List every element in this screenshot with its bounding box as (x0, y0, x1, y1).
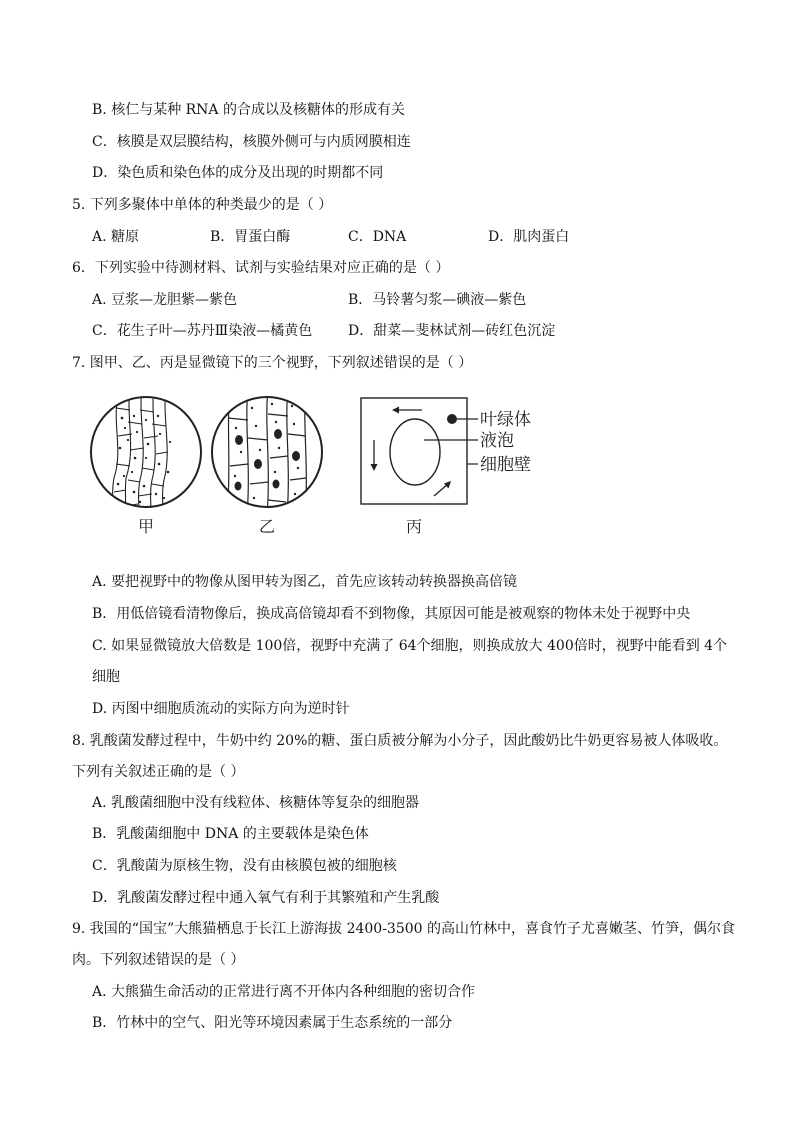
q5-option-b: B．胃蛋白酶 (210, 229, 291, 245)
q5-stem: 5. 下列多聚体中单体的种类最少的是（ ） (72, 197, 333, 213)
field-jia (91, 388, 201, 528)
caption-bing: 丙 (405, 517, 423, 536)
q5-option-a: A. 糖原 (92, 229, 140, 245)
q9-option-a: A. 大熊猫生命活动的正常进行离不开体内各种细胞的密切合作 (92, 984, 476, 1000)
callout-vacuole: 液泡 (480, 431, 514, 451)
q6-option-a: A. 豆浆—龙胆紫—紫色 (92, 292, 238, 308)
microscope-fields-figure (80, 388, 550, 540)
q4-option-b: B. 核仁与某种 RNA 的合成以及核糖体的形成有关 (92, 102, 405, 118)
q9-option-b: B．竹林中的空气、阳光等环境因素属于生态系统的一部分 (92, 1015, 453, 1031)
q5-option-c: C．DNA (348, 229, 407, 245)
q5-option-d: D．肌肉蛋白 (488, 229, 570, 245)
q6-stem: 6．下列实验中待测材料、试剂与实验结果对应正确的是（ ） (72, 260, 450, 276)
field-bing (361, 398, 531, 504)
callout-chloroplast: 叶绿体 (480, 410, 531, 430)
q8-stem-line1: 8. 乳酸菌发酵过程中，牛奶中约 20%的糖、蛋白质被分解为小分子，因此酸奶比牛奶更容易被人体吸收。 (72, 733, 728, 749)
q9-stem-line1: 9. 我国的“国宝”大熊猫栖息于长江上游海拔 2400-3500 的高山竹林中，喜食竹子尤喜嫩茎、竹笋，偶尔食 (72, 921, 736, 937)
q7-option-c-cont: 细胞 (92, 669, 120, 685)
q7-option-c: C. 如果显微镜放大倍数是 100倍，视野中充满了 64个细胞，则换成放大 400倍时，视野中能看到 4个 (92, 638, 728, 654)
q7-option-a: A. 要把视野中的物像从图甲转为图乙，首先应该转动转换器换高倍镜 (92, 574, 518, 590)
q6-option-d: D．甜菜—斐林试剂—砖红色沉淀 (348, 323, 556, 339)
caption-jia: 甲 (137, 517, 155, 536)
q4-option-d: D．染色质和染色体的成分及出现的时期都不同 (92, 165, 384, 181)
q8-option-b: B．乳酸菌细胞中 DNA 的主要载体是染色体 (92, 826, 369, 842)
q7-stem: 7. 图甲、乙、丙是显微镜下的三个视野，下列叙述错误的是（ ） (72, 355, 473, 371)
q6-option-c: C．花生子叶—苏丹Ⅲ染液—橘黄色 (92, 323, 313, 339)
field-yi (212, 388, 322, 528)
q8-stem-line2: 下列有关叙述正确的是（ ） (72, 764, 245, 780)
callout-cell-wall: 细胞壁 (480, 455, 531, 475)
q7-option-d: D. 丙图中细胞质流动的实际方向为逆时针 (92, 701, 350, 717)
caption-yi: 乙 (258, 517, 276, 536)
q9-stem-line2: 肉。下列叙述错误的是（ ） (72, 952, 245, 968)
q6-option-b: B．马铃薯匀浆—碘液—紫色 (348, 292, 527, 308)
q7-option-b: B．用低倍镜看清物像后，换成高倍镜却看不到物像，其原因可能是被观察的物体未处于视野中央 (92, 606, 691, 622)
q4-option-c: C．核膜是双层膜结构，核膜外侧可与内质网膜相连 (92, 134, 411, 150)
q8-option-a: A. 乳酸菌细胞中没有线粒体、核糖体等复杂的细胞器 (92, 795, 420, 811)
q8-option-c: C．乳酸菌为原核生物，没有由核膜包被的细胞核 (92, 858, 397, 874)
q8-option-d: D．乳酸菌发酵过程中通入氧气有利于其繁殖和产生乳酸 (92, 890, 440, 906)
